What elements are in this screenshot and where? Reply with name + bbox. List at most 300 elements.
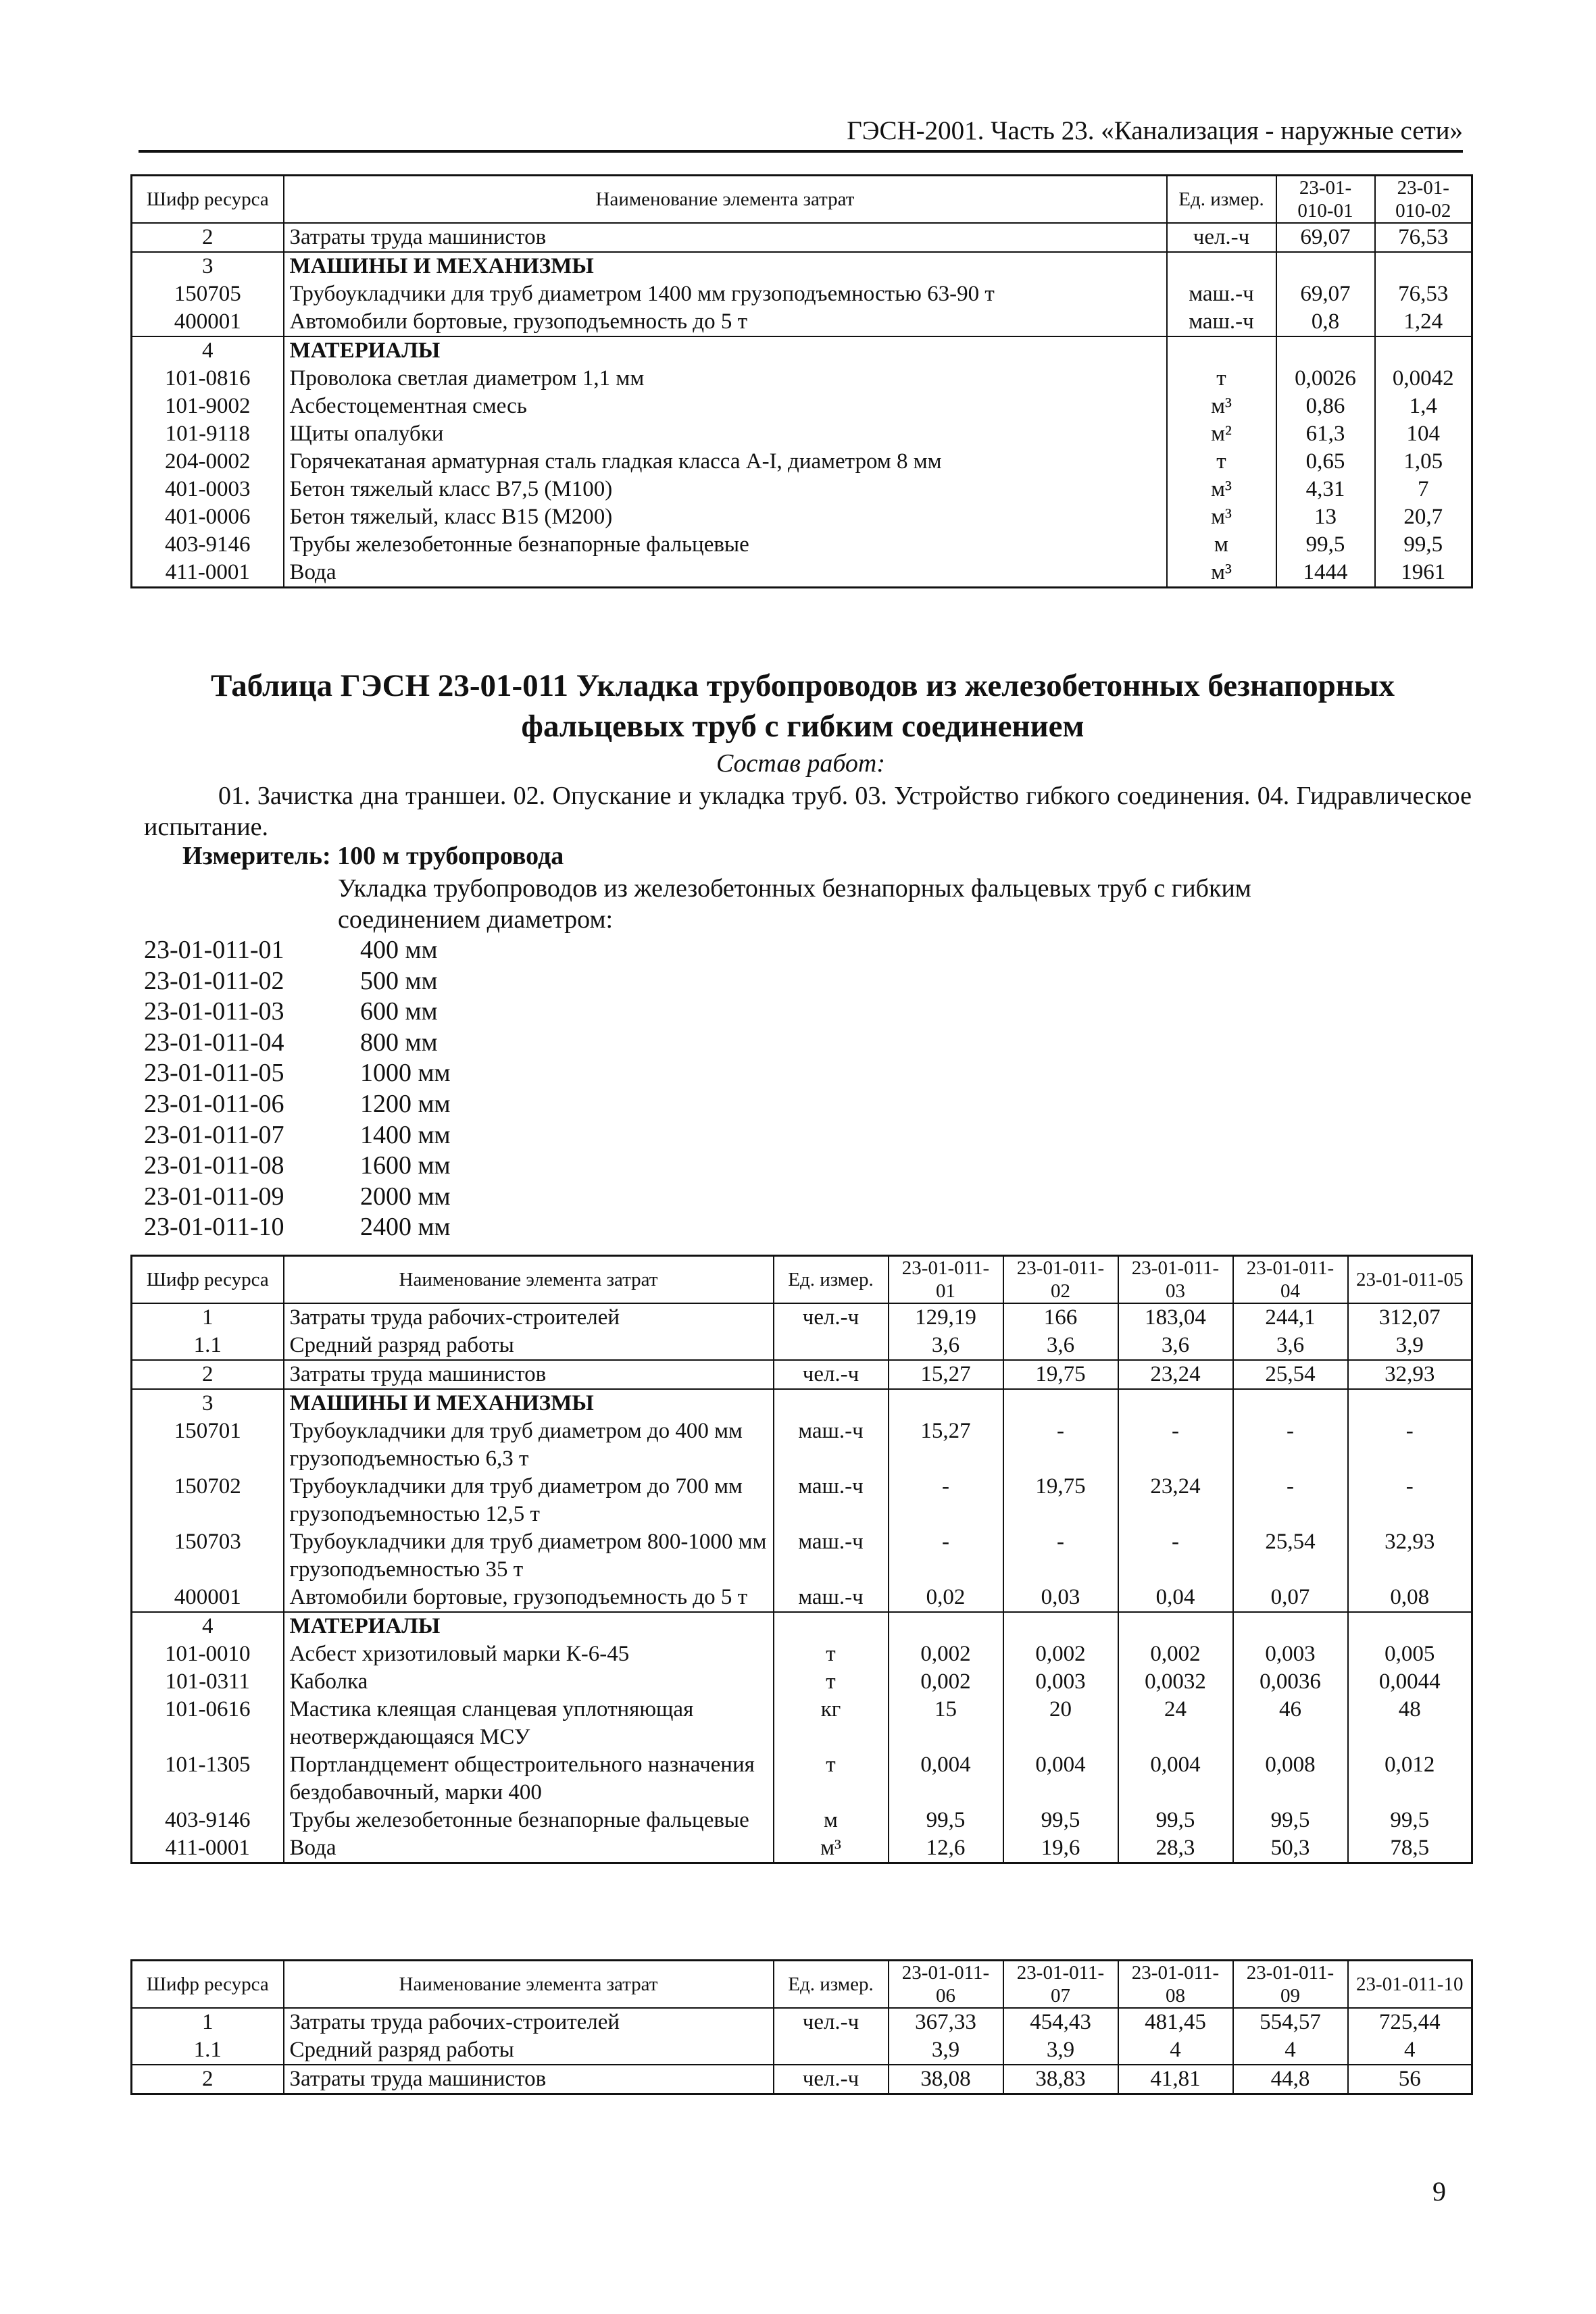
resource-code: 1: [132, 2008, 284, 2036]
value-cell: 32,93: [1348, 1528, 1472, 1584]
value-cell: [1118, 1389, 1233, 1417]
value-cell: 0,004: [1118, 1751, 1233, 1807]
value-cell: -: [1348, 1417, 1472, 1473]
value-cell: 13: [1276, 503, 1375, 531]
norm-code-row: [144, 1120, 451, 1151]
resource-code: 101-0616: [132, 1696, 284, 1751]
value-cell: 99,5: [1118, 1807, 1233, 1834]
unit-cell: т: [774, 1640, 889, 1668]
table-row: [132, 1332, 1472, 1360]
unit-cell: кг: [774, 1696, 889, 1751]
resource-code: 2: [132, 223, 284, 252]
value-cell: 7: [1375, 476, 1472, 503]
table-row: [132, 280, 1472, 308]
unit-cell: м²: [1167, 420, 1276, 448]
value-cell: 44,8: [1233, 2065, 1348, 2094]
norm-code-row: [144, 1089, 451, 1120]
value-cell: 104: [1375, 420, 1472, 448]
cost-item-name: Бетон тяжелый, класс В15 (М200): [284, 503, 1167, 531]
table-row: [132, 308, 1472, 336]
col-header-norm: 23-01-011-04: [1233, 1256, 1348, 1304]
resource-code: 101-0816: [132, 365, 284, 393]
pipe-diameter: 1200 мм: [360, 1089, 451, 1118]
norm-code: 23-01-011-06: [144, 1089, 284, 1118]
value-cell: 0,012: [1348, 1751, 1472, 1807]
value-cell: 99,5: [1375, 531, 1472, 559]
cost-item-name: Трубоукладчики для труб диаметром 800-1000 мм грузоподъемностью 35 т: [284, 1528, 774, 1584]
cost-item-name: МАТЕРИАЛЫ: [284, 1612, 774, 1640]
value-cell: -: [1003, 1417, 1118, 1473]
resource-code: 400001: [132, 1584, 284, 1612]
norms-intro: Укладка трубопроводов из железобетонных безнапорных фальцевых труб с гибким соединением диаметром:: [338, 874, 1251, 934]
unit-cell: чел.-ч: [774, 2008, 889, 2036]
pipe-diameter: 2400 мм: [360, 1213, 451, 1242]
value-cell: 0,004: [1003, 1751, 1118, 1807]
col-header-norm: 23-01-011-06: [889, 1961, 1003, 2009]
value-cell: -: [889, 1473, 1003, 1528]
table-row: [132, 1528, 1472, 1584]
value-cell: 0,002: [889, 1668, 1003, 1696]
cost-item-name: Бетон тяжелый класс В7,5 (М100): [284, 476, 1167, 503]
value-cell: 46: [1233, 1696, 1348, 1751]
value-cell: 0,02: [889, 1584, 1003, 1612]
table-row: [132, 1751, 1472, 1807]
norm-code-row: [144, 1058, 451, 1089]
value-cell: 3,6: [1003, 1332, 1118, 1360]
col-header-unit: Ед. измер.: [774, 1256, 889, 1304]
unit-cell: [774, 1389, 889, 1417]
cost-item-name: Затраты труда рабочих-строителей: [284, 2008, 774, 2036]
value-cell: [1375, 336, 1472, 365]
resource-code: 101-9002: [132, 393, 284, 420]
resource-code: 1.1: [132, 1332, 284, 1360]
cost-item-name: Трубоукладчики для труб диаметром до 400 мм грузоподъемностью 6,3 т: [284, 1417, 774, 1473]
value-cell: 15,27: [889, 1417, 1003, 1473]
unit-cell: м³: [1167, 393, 1276, 420]
table-row: [132, 1389, 1472, 1417]
cost-item-name: Проволока светлая диаметром 1,1 мм: [284, 365, 1167, 393]
value-cell: 28,3: [1118, 1834, 1233, 1863]
value-cell: 0,002: [1118, 1640, 1233, 1668]
pipe-diameter: 1000 мм: [360, 1059, 451, 1088]
table-row: [132, 476, 1472, 503]
resource-code: 101-0311: [132, 1668, 284, 1696]
value-cell: [1118, 1612, 1233, 1640]
col-header-norm: 23-01-011-07: [1003, 1961, 1118, 2009]
col-header-norm: 23-01-011-08: [1118, 1961, 1233, 2009]
value-cell: 69,07: [1276, 223, 1375, 252]
value-cell: 481,45: [1118, 2008, 1233, 2036]
value-cell: 0,8: [1276, 308, 1375, 336]
col-header-name: Наименование элемента затрат: [284, 1256, 774, 1304]
value-cell: [1276, 252, 1375, 280]
value-cell: 166: [1003, 1303, 1118, 1332]
works-heading: Состав работ:: [716, 749, 886, 778]
value-cell: 20: [1003, 1696, 1118, 1751]
unit-cell: маш.-ч: [774, 1417, 889, 1473]
cost-item-name: Асбест хризотиловый марки К-6-45: [284, 1640, 774, 1668]
value-cell: 3,6: [1233, 1332, 1348, 1360]
unit-cell: т: [1167, 448, 1276, 476]
unit-cell: т: [774, 1751, 889, 1807]
table-row: [132, 1640, 1472, 1668]
table-title-line2: фальцевых труб с гибким соединением: [521, 709, 1084, 744]
value-cell: 38,83: [1003, 2065, 1118, 2094]
unit-cell: маш.-ч: [1167, 280, 1276, 308]
norm-code: 23-01-011-02: [144, 966, 284, 995]
value-cell: 24: [1118, 1696, 1233, 1751]
table-row: [132, 1807, 1472, 1834]
value-cell: 0,0042: [1375, 365, 1472, 393]
unit-cell: м³: [774, 1834, 889, 1863]
resource-code: 2: [132, 1360, 284, 1389]
resource-code: 150705: [132, 280, 284, 308]
cost-item-name: МАШИНЫ И МЕХАНИЗМЫ: [284, 1389, 774, 1417]
resource-code: 403-9146: [132, 531, 284, 559]
table-title-line1: Таблица ГЭСН 23-01-011 Укладка трубопроводов из железобетонных безнапорных: [211, 668, 1395, 703]
value-cell: 0,0026: [1276, 365, 1375, 393]
cost-table-011-a: [130, 1255, 1473, 1864]
cost-item-name: Мастика клеящая сланцевая уплотняющая неотверждающаяся МСУ: [284, 1696, 774, 1751]
pipe-diameter: 800 мм: [360, 1028, 438, 1057]
cost-item-name: Средний разряд работы: [284, 2036, 774, 2065]
value-cell: 23,24: [1118, 1360, 1233, 1389]
resource-code: 401-0003: [132, 476, 284, 503]
value-cell: 3,6: [889, 1332, 1003, 1360]
value-cell: 0,002: [1003, 1640, 1118, 1668]
resource-code: 101-9118: [132, 420, 284, 448]
value-cell: 25,54: [1233, 1360, 1348, 1389]
resource-code: 411-0001: [132, 1834, 284, 1863]
value-cell: 0,0032: [1118, 1668, 1233, 1696]
value-cell: 0,08: [1348, 1584, 1472, 1612]
value-cell: -: [1003, 1528, 1118, 1584]
value-cell: -: [1233, 1417, 1348, 1473]
measure-unit: Измеритель: 100 м трубопровода: [182, 842, 564, 870]
table-row: [132, 393, 1472, 420]
value-cell: 312,07: [1348, 1303, 1472, 1332]
value-cell: 0,03: [1003, 1584, 1118, 1612]
col-header-norm: 23-01-010-01: [1276, 176, 1375, 224]
cost-table-011-b: [130, 1959, 1473, 2095]
unit-cell: чел.-ч: [774, 2065, 889, 2094]
col-header-code: Шифр ресурса: [132, 1256, 284, 1304]
value-cell: 0,003: [1233, 1640, 1348, 1668]
value-cell: 367,33: [889, 2008, 1003, 2036]
value-cell: 50,3: [1233, 1834, 1348, 1863]
pipe-diameter: 1400 мм: [360, 1120, 451, 1149]
col-header-name: Наименование элемента затрат: [284, 176, 1167, 224]
value-cell: 56: [1348, 2065, 1472, 2094]
value-cell: 3,9: [1003, 2036, 1118, 2065]
value-cell: [1233, 1389, 1348, 1417]
pipe-diameter: 500 мм: [360, 966, 438, 995]
value-cell: 0,003: [1003, 1668, 1118, 1696]
value-cell: [1348, 1612, 1472, 1640]
col-header-norm: 23-01-011-03: [1118, 1256, 1233, 1304]
unit-cell: м³: [1167, 503, 1276, 531]
value-cell: 0,0036: [1233, 1668, 1348, 1696]
table-row: [132, 1584, 1472, 1612]
value-cell: -: [1118, 1417, 1233, 1473]
value-cell: 244,1: [1233, 1303, 1348, 1332]
col-header-norm: 23-01-010-02: [1375, 176, 1472, 224]
cost-table-010: [130, 174, 1473, 588]
resource-code: 101-1305: [132, 1751, 284, 1807]
resource-code: 4: [132, 1612, 284, 1640]
unit-cell: м: [1167, 531, 1276, 559]
value-cell: 1,24: [1375, 308, 1472, 336]
cost-item-name: Асбестоцементная смесь: [284, 393, 1167, 420]
value-cell: 183,04: [1118, 1303, 1233, 1332]
table-row: [132, 420, 1472, 448]
value-cell: 19,6: [1003, 1834, 1118, 1863]
norm-code: 23-01-011-01: [144, 936, 284, 964]
unit-cell: м: [774, 1807, 889, 1834]
cost-item-name: Трубы железобетонные безнапорные фальцевые: [284, 531, 1167, 559]
value-cell: -: [1118, 1528, 1233, 1584]
value-cell: 4: [1233, 2036, 1348, 2065]
cost-item-name: Затраты труда рабочих-строителей: [284, 1303, 774, 1332]
value-cell: 41,81: [1118, 2065, 1233, 2094]
norm-code-list: [144, 935, 451, 1243]
norm-code-row: [144, 935, 451, 966]
resource-code: 3: [132, 1389, 284, 1417]
norm-code-row: [144, 1151, 451, 1182]
table-row: [132, 1668, 1472, 1696]
value-cell: 0,0044: [1348, 1668, 1472, 1696]
value-cell: 0,002: [889, 1640, 1003, 1668]
cost-item-name: МАШИНЫ И МЕХАНИЗМЫ: [284, 252, 1167, 280]
value-cell: 1961: [1375, 559, 1472, 588]
unit-cell: чел.-ч: [774, 1303, 889, 1332]
value-cell: 454,43: [1003, 2008, 1118, 2036]
col-header-norm: 23-01-011-01: [889, 1256, 1003, 1304]
value-cell: [1375, 252, 1472, 280]
cost-item-name: Каболка: [284, 1668, 774, 1696]
value-cell: 78,5: [1348, 1834, 1472, 1863]
resource-code: 1.1: [132, 2036, 284, 2065]
table-row: [132, 559, 1472, 588]
value-cell: 3,9: [889, 2036, 1003, 2065]
value-cell: [1276, 336, 1375, 365]
value-cell: 99,5: [1233, 1807, 1348, 1834]
col-header-code: Шифр ресурса: [132, 176, 284, 224]
pipe-diameter: 600 мм: [360, 997, 438, 1026]
cost-item-name: Вода: [284, 559, 1167, 588]
table-row: [132, 336, 1472, 365]
value-cell: 99,5: [1276, 531, 1375, 559]
table-row: [132, 2008, 1472, 2036]
resource-code: 150702: [132, 1473, 284, 1528]
table-row: [132, 1417, 1472, 1473]
cost-item-name: Щиты опалубки: [284, 420, 1167, 448]
value-cell: 69,07: [1276, 280, 1375, 308]
norm-code-row: [144, 1212, 451, 1243]
value-cell: 0,008: [1233, 1751, 1348, 1807]
value-cell: [889, 1612, 1003, 1640]
value-cell: 99,5: [1003, 1807, 1118, 1834]
unit-cell: т: [774, 1668, 889, 1696]
unit-cell: маш.-ч: [774, 1473, 889, 1528]
value-cell: 15,27: [889, 1360, 1003, 1389]
value-cell: [1348, 1389, 1472, 1417]
col-header-unit: Ед. измер.: [1167, 176, 1276, 224]
norm-code: 23-01-011-04: [144, 1028, 284, 1057]
unit-cell: т: [1167, 365, 1276, 393]
table-row: [132, 2036, 1472, 2065]
value-cell: -: [1348, 1473, 1472, 1528]
norm-code-row: [144, 966, 451, 997]
unit-cell: чел.-ч: [774, 1360, 889, 1389]
value-cell: -: [1233, 1473, 1348, 1528]
cost-item-name: Трубоукладчики для труб диаметром до 700 мм грузоподъемностью 12,5 т: [284, 1473, 774, 1528]
value-cell: 129,19: [889, 1303, 1003, 1332]
unit-cell: [774, 2036, 889, 2065]
resource-code: 4: [132, 336, 284, 365]
norm-code: 23-01-011-07: [144, 1120, 284, 1149]
value-cell: 554,57: [1233, 2008, 1348, 2036]
pipe-diameter: 1600 мм: [360, 1151, 451, 1180]
unit-cell: маш.-ч: [774, 1528, 889, 1584]
page-number: 9: [1432, 2176, 1446, 2207]
norm-code: 23-01-011-08: [144, 1151, 284, 1180]
table-row: [132, 531, 1472, 559]
resource-code: 411-0001: [132, 559, 284, 588]
resource-code: 3: [132, 252, 284, 280]
value-cell: 20,7: [1375, 503, 1472, 531]
value-cell: 99,5: [1348, 1807, 1472, 1834]
value-cell: [1003, 1389, 1118, 1417]
table-row: [132, 1473, 1472, 1528]
value-cell: 19,75: [1003, 1360, 1118, 1389]
resource-code: 150703: [132, 1528, 284, 1584]
table-row: [132, 503, 1472, 531]
col-header-name: Наименование элемента затрат: [284, 1961, 774, 2009]
norm-code-row: [144, 1182, 451, 1213]
value-cell: 4,31: [1276, 476, 1375, 503]
resource-code: 101-0010: [132, 1640, 284, 1668]
resource-code: 403-9146: [132, 1807, 284, 1834]
value-cell: 0,86: [1276, 393, 1375, 420]
cost-item-name: Затраты труда машинистов: [284, 223, 1167, 252]
unit-cell: м³: [1167, 476, 1276, 503]
cost-item-name: Трубоукладчики для труб диаметром 1400 мм грузоподъемностью 63-90 т: [284, 280, 1167, 308]
table-row: [132, 223, 1472, 252]
value-cell: 0,04: [1118, 1584, 1233, 1612]
norm-code-row: [144, 1028, 451, 1059]
norm-code: 23-01-011-05: [144, 1059, 284, 1088]
col-header-norm: 23-01-011-09: [1233, 1961, 1348, 2009]
value-cell: 76,53: [1375, 280, 1472, 308]
value-cell: 3,6: [1118, 1332, 1233, 1360]
value-cell: 15: [889, 1696, 1003, 1751]
norm-code: 23-01-011-10: [144, 1213, 284, 1242]
value-cell: 76,53: [1375, 223, 1472, 252]
unit-cell: м³: [1167, 559, 1276, 588]
col-header-code: Шифр ресурса: [132, 1961, 284, 2009]
norm-code-row: [144, 997, 451, 1028]
cost-item-name: Вода: [284, 1834, 774, 1863]
value-cell: 0,07: [1233, 1584, 1348, 1612]
value-cell: 32,93: [1348, 1360, 1472, 1389]
value-cell: 0,65: [1276, 448, 1375, 476]
value-cell: 1,4: [1375, 393, 1472, 420]
col-header-norm: 23-01-011-10: [1348, 1961, 1472, 2009]
table-row: [132, 252, 1472, 280]
value-cell: 19,75: [1003, 1473, 1118, 1528]
table-row: [132, 365, 1472, 393]
unit-cell: чел.-ч: [1167, 223, 1276, 252]
resource-code: 150701: [132, 1417, 284, 1473]
value-cell: [1233, 1612, 1348, 1640]
unit-cell: [1167, 252, 1276, 280]
value-cell: 48: [1348, 1696, 1472, 1751]
pipe-diameter: 2000 мм: [360, 1182, 451, 1211]
table-row: [132, 1612, 1472, 1640]
value-cell: 725,44: [1348, 2008, 1472, 2036]
running-header: ГЭСН-2001. Часть 23. «Канализация - наружные сети»: [139, 116, 1463, 153]
unit-cell: [774, 1612, 889, 1640]
value-cell: 1444: [1276, 559, 1375, 588]
cost-item-name: Затраты труда машинистов: [284, 1360, 774, 1389]
unit-cell: [1167, 336, 1276, 365]
unit-cell: [774, 1332, 889, 1360]
table-row: [132, 1303, 1472, 1332]
resource-code: 1: [132, 1303, 284, 1332]
table-row: [132, 448, 1472, 476]
cost-item-name: Горячекатаная арматурная сталь гладкая класса А-I, диаметром 8 мм: [284, 448, 1167, 476]
value-cell: 25,54: [1233, 1528, 1348, 1584]
value-cell: 3,9: [1348, 1332, 1472, 1360]
value-cell: [1003, 1612, 1118, 1640]
value-cell: 23,24: [1118, 1473, 1233, 1528]
cost-item-name: Затраты труда машинистов: [284, 2065, 774, 2094]
resource-code: 2: [132, 2065, 284, 2094]
value-cell: 12,6: [889, 1834, 1003, 1863]
table-row: [132, 1360, 1472, 1389]
resource-code: 400001: [132, 308, 284, 336]
value-cell: 61,3: [1276, 420, 1375, 448]
col-header-unit: Ед. измер.: [774, 1961, 889, 2009]
value-cell: 0,004: [889, 1751, 1003, 1807]
norm-code: 23-01-011-09: [144, 1182, 284, 1211]
value-cell: 4: [1348, 2036, 1472, 2065]
resource-code: 401-0006: [132, 503, 284, 531]
value-cell: [889, 1389, 1003, 1417]
unit-cell: маш.-ч: [1167, 308, 1276, 336]
value-cell: 0,005: [1348, 1640, 1472, 1668]
works-text: 01. Зачистка дна траншеи. 02. Опускание и укладка труб. 03. Устройство гибкого соединения. 04. Гидравлическое испытание.: [144, 782, 1472, 841]
value-cell: 1,05: [1375, 448, 1472, 476]
table-row: [132, 1834, 1472, 1863]
value-cell: 4: [1118, 2036, 1233, 2065]
col-header-norm: 23-01-011-02: [1003, 1256, 1118, 1304]
col-header-norm: 23-01-011-05: [1348, 1256, 1472, 1304]
norm-code: 23-01-011-03: [144, 997, 284, 1026]
value-cell: -: [889, 1528, 1003, 1584]
cost-item-name: Трубы железобетонные безнапорные фальцевые: [284, 1807, 774, 1834]
cost-item-name: Средний разряд работы: [284, 1332, 774, 1360]
cost-item-name: Портландцемент общестроительного назначения бездобавочный, марки 400: [284, 1751, 774, 1807]
pipe-diameter: 400 мм: [360, 936, 438, 964]
table-row: [132, 2065, 1472, 2094]
unit-cell: маш.-ч: [774, 1584, 889, 1612]
cost-item-name: Автомобили бортовые, грузоподъемность до 5 т: [284, 1584, 774, 1612]
table-row: [132, 1696, 1472, 1751]
value-cell: 38,08: [889, 2065, 1003, 2094]
value-cell: 99,5: [889, 1807, 1003, 1834]
